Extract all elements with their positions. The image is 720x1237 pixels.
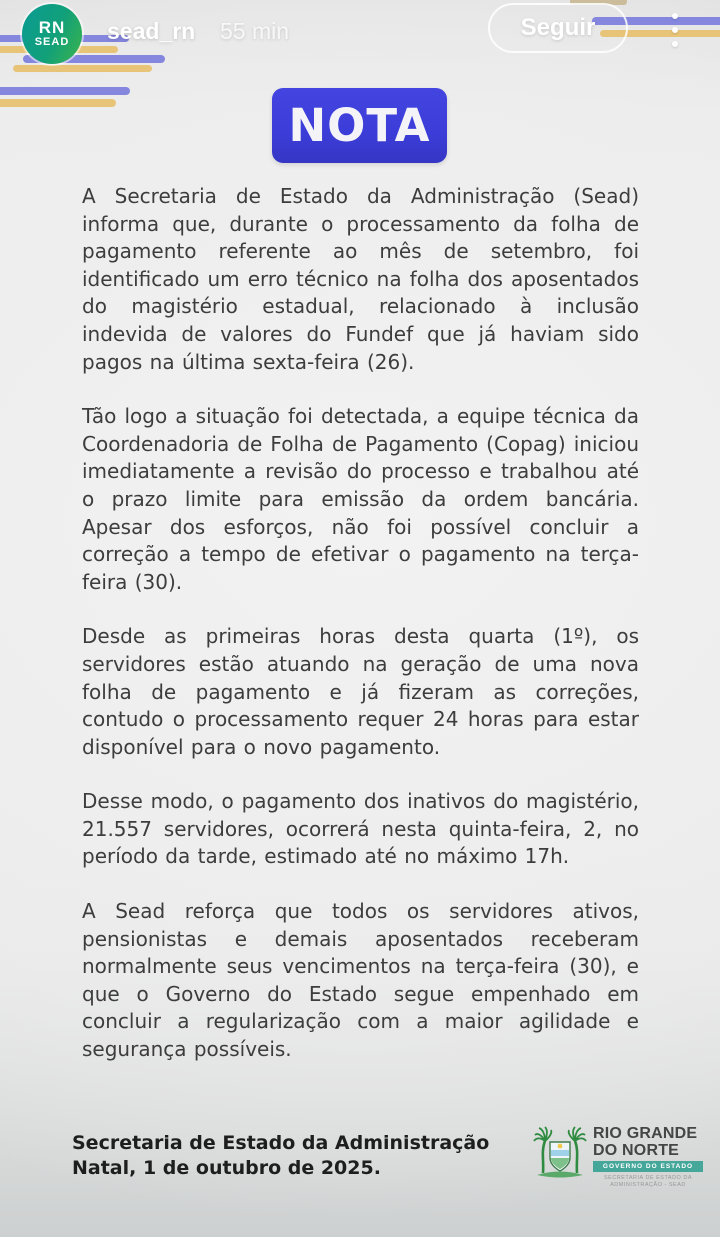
story-header bbox=[0, 0, 720, 70]
logo-dept-line2: ADMINISTRAÇÃO - SEAD bbox=[610, 1182, 686, 1188]
more-options-icon[interactable] bbox=[668, 12, 682, 48]
note-paragraph: Desde as primeiras horas desta quarta (1º), os servidores estão atuando na geração de uma nova folha de pagamento e já fizeram as correções, contudo o processamento requer 24 horas para estar disponível para o novo pagamento. bbox=[82, 624, 639, 759]
logo-state-line1: RIO GRANDE bbox=[593, 1125, 698, 1142]
signature bbox=[72, 1131, 489, 1181]
decorative-stripe bbox=[0, 87, 130, 95]
note-body bbox=[82, 183, 639, 1064]
rn-government-logo bbox=[533, 1117, 703, 1189]
signature-line2: Natal, 1 de outubro de 2025. bbox=[72, 1157, 381, 1179]
avatar[interactable] bbox=[22, 4, 82, 64]
note-paragraph: A Secretaria de Estado da Administração (Sead) informa que, durante o processamento da folha de pagamento referente ao mês de setembro, foi identificado um erro técnico na folha dos aposentados do magistério estadual, relacionado à inclusão indevida de valores do Fundef que já haviam sido pagos na última sexta-feira (26). bbox=[82, 184, 639, 374]
note-paragraph: A Sead reforça que todos os servidores ativos, pensionistas e demais aposentados receberam normalmente seus vencimentos na terça-feira (30), e que o Governo do Estado segue empenhado em concluir a regularização com a maior agilidade e segurança possíveis. bbox=[82, 899, 639, 1062]
logo-dept-line1: SECRETARIA DE ESTADO DA bbox=[603, 1175, 692, 1181]
nota-badge: NOTA bbox=[272, 88, 447, 163]
username[interactable]: sead_rn bbox=[107, 18, 196, 44]
coat-of-arms-icon bbox=[533, 1117, 587, 1185]
logo-government-bar: GOVERNO DO ESTADO bbox=[593, 1161, 703, 1172]
follow-button[interactable]: Seguir bbox=[488, 3, 628, 53]
note-paragraph: Tão logo a situação foi detectada, a equipe técnica da Coordenadoria de Folha de Pagamento (Copag) iniciou imediatamente a revisão do processo e trabalhou até o prazo limite para emissão da ordem bancária. Apesar dos esforços, não foi possível concluir a correção a tempo de efetivar o pagamento na terça-feira (30). bbox=[82, 404, 639, 594]
signature-line1: Secretaria de Estado da Administração bbox=[72, 1132, 490, 1154]
logo-state-line2: DO NORTE bbox=[593, 1142, 680, 1159]
note-paragraph: Desse modo, o pagamento dos inativos do magistério, 21.557 servidores, ocorrerá nesta quinta-feira, 2, no período da tarde, estimado até no máximo 17h. bbox=[82, 789, 639, 869]
avatar-logo-text-top: RN bbox=[38, 18, 66, 37]
avatar-logo-text-bottom: SEAD bbox=[34, 36, 70, 48]
decorative-stripe bbox=[0, 99, 116, 107]
story-timestamp: 55 min bbox=[220, 18, 290, 44]
